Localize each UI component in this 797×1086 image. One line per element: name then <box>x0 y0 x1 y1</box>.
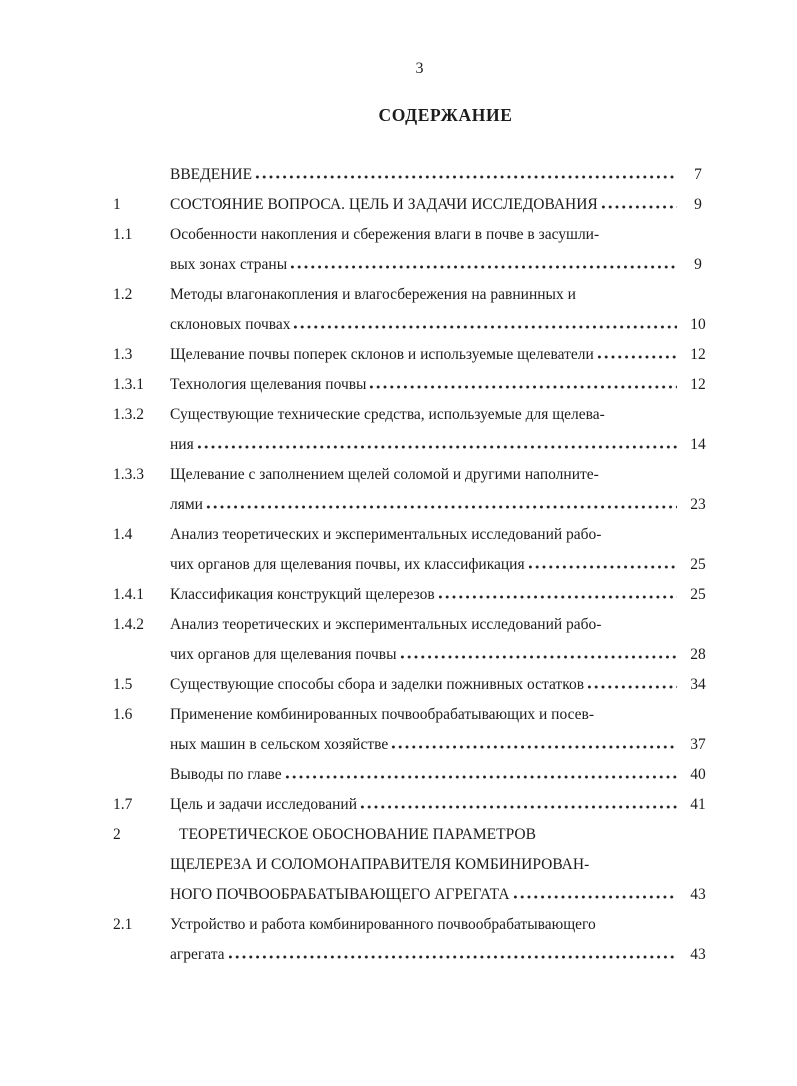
toc-entry-body <box>170 700 714 760</box>
toc-entry-title: Особенности накопления и сбережения влаги в почве в засушли- <box>170 226 600 243</box>
toc-entry-title: Классификация конструкций щелерезов <box>170 586 435 603</box>
toc-entry-title: Методы влагонакопления и влагосбережения на равнинных и <box>170 286 576 303</box>
toc-entry-line <box>170 220 714 250</box>
toc-entry-body <box>170 520 714 580</box>
toc-entry-number: 2.1 <box>113 916 133 933</box>
toc-entry <box>113 910 714 970</box>
toc-entry-page: 28 <box>690 646 706 663</box>
toc-entry <box>113 340 714 370</box>
toc-entry-body <box>170 760 714 790</box>
toc-entry-page: 37 <box>690 736 706 753</box>
dotted-leader <box>284 775 677 779</box>
toc-entry-title: ных машин в сельском хозяйстве <box>170 736 389 753</box>
toc-entry <box>113 520 714 580</box>
dotted-leader <box>292 325 677 329</box>
toc-entry-body <box>170 910 714 970</box>
toc-entry-body <box>170 190 714 220</box>
toc-entry <box>113 460 714 520</box>
toc-entry-page: 23 <box>690 496 706 513</box>
dotted-leader <box>437 595 677 599</box>
toc-entry-number: 1.3.1 <box>113 376 144 393</box>
dotted-leader <box>368 385 677 389</box>
toc-entry-body <box>170 670 714 700</box>
toc-entry-line <box>170 550 714 580</box>
toc-entry-number: 1.1 <box>113 226 133 243</box>
toc-entry-page: 40 <box>690 766 706 783</box>
toc-entry <box>113 700 714 760</box>
toc-entry-title: Устройство и работа комбинированного почвообрабатывающего <box>170 916 596 933</box>
toc-entry-number: 1.2 <box>113 286 133 303</box>
toc-entry-title: склоновых почвах <box>170 316 291 333</box>
toc-entry-line <box>170 460 714 490</box>
dotted-leader <box>600 205 677 209</box>
dotted-leader <box>289 265 677 269</box>
toc-entry-title: Анализ теоретических и экспериментальных исследований рабо- <box>170 526 602 543</box>
dotted-leader <box>205 505 677 509</box>
toc-entry-line <box>170 520 714 550</box>
toc-entry-title: чих органов для щелевания почвы, их классификация <box>170 556 525 573</box>
toc-entry-line <box>170 280 714 310</box>
toc-entry-line <box>170 940 714 970</box>
toc-entry-number: 1.4.2 <box>113 616 144 633</box>
toc-entry-line <box>170 880 714 910</box>
toc-entry-title: Применение комбинированных почвообрабатывающих и посев- <box>170 706 595 723</box>
toc-entry-title: ТЕОРЕТИЧЕСКОЕ ОБОСНОВАНИЕ ПАРАМЕТРОВ <box>179 826 536 843</box>
toc-entry <box>113 190 714 220</box>
toc-entry-title: ВВЕДЕНИЕ <box>170 166 253 183</box>
toc-entry-line <box>170 670 714 700</box>
toc-entry <box>113 160 714 190</box>
toc-entry-number: 1 <box>113 196 121 213</box>
toc-entry-line <box>170 250 714 280</box>
dotted-leader <box>227 955 677 959</box>
toc-entry-line <box>170 580 714 610</box>
toc-entry-title: Анализ теоретических и экспериментальных исследований рабо- <box>170 616 602 633</box>
toc-entry-title: Технология щелевания почвы <box>170 376 367 393</box>
dotted-leader <box>196 445 677 449</box>
toc-entry-line <box>170 850 714 880</box>
toc-entry-line <box>170 640 714 670</box>
toc-entry-body <box>170 280 714 340</box>
toc-entry-line <box>170 340 714 370</box>
toc-entry-page: 25 <box>690 556 706 573</box>
dotted-leader <box>359 805 677 809</box>
toc-entry-page: 7 <box>694 166 702 183</box>
toc-entry-number: 2 <box>113 826 121 843</box>
toc-entry-page: 34 <box>690 676 706 693</box>
toc-entry <box>113 790 714 820</box>
toc-entry-page: 43 <box>690 946 706 963</box>
toc-entry-page: 41 <box>690 796 706 813</box>
toc-entry-line <box>170 430 714 460</box>
toc-entry <box>113 670 714 700</box>
toc-entry-page: 43 <box>690 886 706 903</box>
toc-entry-title: вых зонах страны <box>170 256 288 273</box>
toc-entry-page: 14 <box>690 436 706 453</box>
toc-entry-body <box>170 400 714 460</box>
toc-entry-line <box>170 370 714 400</box>
toc-entry-line <box>170 910 714 940</box>
toc-entry-line <box>170 730 714 760</box>
toc-entry-page: 9 <box>694 256 702 273</box>
toc-entry-number: 1.7 <box>113 796 133 813</box>
toc-entry-number: 1.3 <box>113 346 133 363</box>
toc-entry <box>113 280 714 340</box>
toc-entry-number: 1.3.2 <box>113 406 144 423</box>
toc-entry-body <box>170 790 714 820</box>
dotted-leader <box>399 655 677 659</box>
toc-entry-title: НОГО ПОЧВООБРАБАТЫВАЮЩЕГО АГРЕГАТА <box>170 886 510 903</box>
toc-entry-title: ния <box>170 436 194 453</box>
toc-entry-page: 9 <box>694 196 702 213</box>
toc-entry-line <box>170 820 714 850</box>
toc-entry <box>113 580 714 610</box>
toc-entry-line <box>170 610 714 640</box>
toc-entry-line <box>170 190 714 220</box>
toc-entry-title: лями <box>170 496 203 513</box>
toc-entry-title: Существующие технические средства, используемые для щелева- <box>170 406 605 423</box>
toc-entry-page: 10 <box>690 316 706 333</box>
toc-entry-page: 12 <box>690 346 706 363</box>
toc-entry-number: 1.6 <box>113 706 133 723</box>
toc-entry-line <box>170 760 714 790</box>
toc-entry-page: 25 <box>690 586 706 603</box>
toc-entry-line <box>170 400 714 430</box>
toc-entry <box>113 400 714 460</box>
dotted-leader <box>586 685 677 689</box>
toc-entry-title: Щелевание с заполнением щелей соломой и другими наполните- <box>170 466 599 483</box>
dotted-leader <box>596 355 677 359</box>
toc-entry-body <box>170 370 714 400</box>
toc-entry-title: Щелевание почвы поперек склонов и используемые щелеватели <box>170 346 594 363</box>
toc-entry-line <box>170 160 714 190</box>
toc-entry-line <box>170 790 714 820</box>
toc-entry-body <box>170 820 714 910</box>
page-number: 3 <box>415 60 424 77</box>
toc-list <box>113 160 714 970</box>
toc-entry-title: чих органов для щелевания почвы <box>170 646 397 663</box>
toc-entry <box>113 370 714 400</box>
toc-entry-line <box>170 700 714 730</box>
toc-entry-title: агрегата <box>170 946 225 963</box>
toc-entry-line <box>170 310 714 340</box>
dotted-leader <box>527 565 677 569</box>
toc-entry-title: Существующие способы сбора и заделки пожнивных остатков <box>170 676 585 693</box>
toc-entry-page: 12 <box>690 376 706 393</box>
toc-entry <box>113 220 714 280</box>
toc-entry-body <box>170 220 714 280</box>
dotted-leader <box>254 175 677 179</box>
toc-entry-body <box>170 610 714 670</box>
toc-entry-number: 1.4 <box>113 526 133 543</box>
toc-entry-line <box>170 490 714 520</box>
dotted-leader <box>390 745 677 749</box>
document-title: СОДЕРЖАНИЕ <box>378 105 513 125</box>
toc-entry-title: ЩЕЛЕРЕЗА И СОЛОМОНАПРАВИТЕЛЯ КОМБИНИРОВАН- <box>170 856 590 873</box>
toc-entry-number: 1.4.1 <box>113 586 144 603</box>
toc-entry-body <box>170 340 714 370</box>
toc-entry <box>113 760 714 790</box>
toc-entry <box>113 610 714 670</box>
toc-entry-title: Цель и задачи исследований <box>170 796 358 813</box>
toc-entry <box>113 820 714 910</box>
toc-entry-body <box>170 460 714 520</box>
toc-entry-title: СОСТОЯНИЕ ВОПРОСА. ЦЕЛЬ И ЗАДАЧИ ИССЛЕДОВАНИЯ <box>170 196 598 213</box>
toc-entry-body <box>170 580 714 610</box>
toc-entry-body <box>170 160 714 190</box>
dotted-leader <box>512 895 677 899</box>
toc-entry-number: 1.3.3 <box>113 466 144 483</box>
toc-entry-title: Выводы по главе <box>170 766 282 783</box>
toc-entry-number: 1.5 <box>113 676 133 693</box>
